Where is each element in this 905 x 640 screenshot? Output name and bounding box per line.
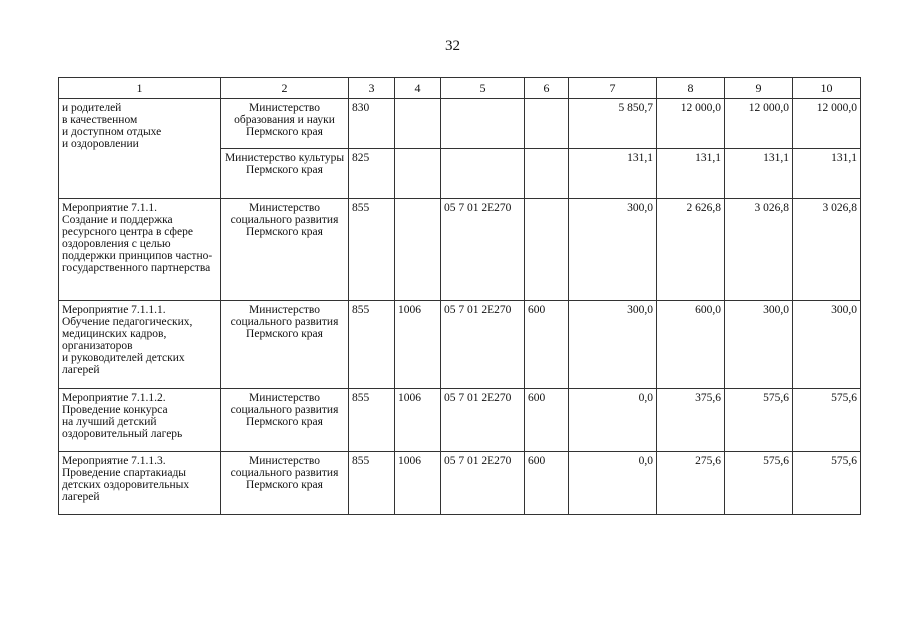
amount-cell: 575,6: [725, 452, 793, 515]
amount-cell: 300,0: [725, 301, 793, 389]
amount-cell: 5 850,7: [569, 99, 657, 149]
activity-name-cell: Мероприятие 7.1.1.3. Проведение спартакиады детских оздоровительных лагерей: [59, 452, 221, 515]
column-header: 2: [221, 78, 349, 99]
amount-cell: 375,6: [657, 389, 725, 452]
amount-cell: 12 000,0: [725, 99, 793, 149]
code-cell: 855: [349, 301, 395, 389]
ministry-cell: Министерство социального развития Пермского края: [221, 301, 349, 389]
amount-cell: 300,0: [569, 301, 657, 389]
amount-cell: 131,1: [725, 149, 793, 199]
code-cell: [441, 149, 525, 199]
ministry-cell: Министерство социального развития Пермского края: [221, 389, 349, 452]
activity-name-cell: Мероприятие 7.1.1. Создание и поддержка ресурсного центра в сфере оздоровления с целью поддержки принципов частно-государственного партнерства: [59, 199, 221, 301]
code-cell: [395, 149, 441, 199]
code-cell: [525, 199, 569, 301]
code-cell: 830: [349, 99, 395, 149]
column-header: 9: [725, 78, 793, 99]
code-cell: 05 7 01 2Е270: [441, 452, 525, 515]
code-cell: [395, 199, 441, 301]
amount-cell: 0,0: [569, 389, 657, 452]
budget-table: [58, 77, 861, 515]
code-cell: [441, 99, 525, 149]
table-row: [59, 389, 861, 452]
column-header: 8: [657, 78, 725, 99]
amount-cell: 300,0: [569, 199, 657, 301]
ministry-cell: Министерство социального развития Пермского края: [221, 199, 349, 301]
column-header: 3: [349, 78, 395, 99]
table-header-row: [59, 78, 861, 99]
amount-cell: 575,6: [725, 389, 793, 452]
ministry-cell: Министерство культуры Пермского края: [221, 149, 349, 199]
code-cell: [395, 99, 441, 149]
amount-cell: 0,0: [569, 452, 657, 515]
amount-cell: 575,6: [793, 452, 861, 515]
code-cell: 600: [525, 389, 569, 452]
table-row: [59, 199, 861, 301]
amount-cell: 600,0: [657, 301, 725, 389]
code-cell: 825: [349, 149, 395, 199]
column-header: 7: [569, 78, 657, 99]
code-cell: [525, 149, 569, 199]
ministry-cell: Министерство образования и науки Пермского края: [221, 99, 349, 149]
column-header: 5: [441, 78, 525, 99]
code-cell: 05 7 01 2Е270: [441, 301, 525, 389]
code-cell: 05 7 01 2Е270: [441, 199, 525, 301]
amount-cell: 12 000,0: [657, 99, 725, 149]
table-row: [59, 99, 861, 149]
amount-cell: 300,0: [793, 301, 861, 389]
code-cell: 1006: [395, 301, 441, 389]
page-number: 32: [445, 38, 460, 54]
amount-cell: 575,6: [793, 389, 861, 452]
column-header: 1: [59, 78, 221, 99]
ministry-cell: Министерство социального развития Пермского края: [221, 452, 349, 515]
column-header: 4: [395, 78, 441, 99]
table-row: [59, 301, 861, 389]
activity-name-cell: Мероприятие 7.1.1.1. Обучение педагогических, медицинских кадров, организаторов и руководителей детских лагерей: [59, 301, 221, 389]
activity-name-cell: и родителей в качественном и доступном отдыхе и оздоровлении: [59, 99, 221, 199]
amount-cell: 131,1: [793, 149, 861, 199]
code-cell: 855: [349, 199, 395, 301]
column-header: 10: [793, 78, 861, 99]
amount-cell: 2 626,8: [657, 199, 725, 301]
code-cell: 05 7 01 2Е270: [441, 389, 525, 452]
amount-cell: 12 000,0: [793, 99, 861, 149]
amount-cell: 3 026,8: [793, 199, 861, 301]
amount-cell: 131,1: [569, 149, 657, 199]
table-row: [59, 452, 861, 515]
code-cell: 600: [525, 301, 569, 389]
code-cell: 855: [349, 389, 395, 452]
column-header: 6: [525, 78, 569, 99]
amount-cell: 275,6: [657, 452, 725, 515]
code-cell: 600: [525, 452, 569, 515]
code-cell: 855: [349, 452, 395, 515]
code-cell: 1006: [395, 389, 441, 452]
code-cell: [525, 99, 569, 149]
activity-name-cell: Мероприятие 7.1.1.2. Проведение конкурса на лучший детский оздоровительный лагерь: [59, 389, 221, 452]
code-cell: 1006: [395, 452, 441, 515]
amount-cell: 3 026,8: [725, 199, 793, 301]
amount-cell: 131,1: [657, 149, 725, 199]
